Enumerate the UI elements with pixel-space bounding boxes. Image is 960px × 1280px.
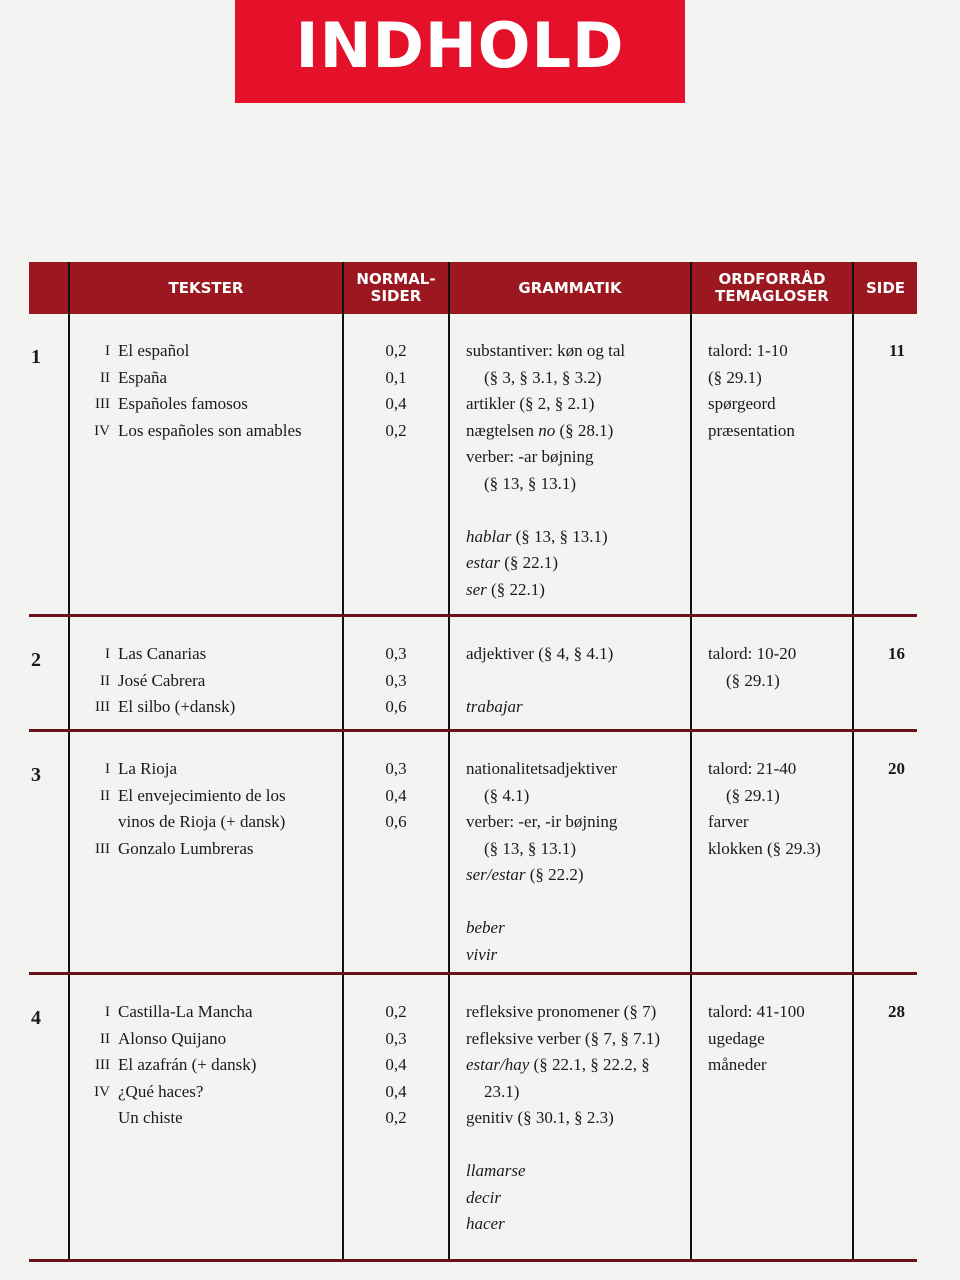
text-item — [70, 694, 235, 721]
grammar-item — [466, 809, 617, 836]
page-number: 20 — [888, 759, 905, 778]
spacer — [466, 668, 613, 695]
text-item — [70, 809, 286, 836]
spacer — [466, 1132, 660, 1159]
grammar-text: adjektiver (§ 4, § 4.1) — [466, 644, 614, 663]
vocab-item: klokken (§ 29.3) — [708, 838, 821, 858]
vocab-column — [708, 641, 796, 694]
text-title: El silbo (+dansk) — [118, 697, 236, 716]
grammar-verb: ser — [466, 579, 487, 599]
grammar-verb: vivir — [466, 944, 498, 964]
grammar-text: 23.1) — [484, 1081, 520, 1101]
grammar-text: (§ 22.1) — [486, 579, 545, 599]
column-divider — [852, 617, 854, 729]
text-title: España — [118, 367, 168, 387]
texts-column — [70, 999, 256, 1132]
text-item — [70, 1052, 256, 1079]
text-title: El azafrán (+ dansk) — [118, 1055, 257, 1074]
grammar-item — [466, 1105, 660, 1132]
grammar-item — [466, 577, 625, 604]
normal-pages-value: 0,2 — [385, 341, 407, 360]
vocab-item: talord: 21-40 — [708, 759, 797, 778]
grammar-verb: ser/estar — [466, 865, 526, 884]
grammar-text: artikler (§ 2, § 2.1) — [466, 394, 595, 413]
section-number: 4 — [31, 1007, 41, 1029]
vocab-item: (§ 29.1) — [726, 785, 780, 805]
section-4 — [29, 975, 917, 1262]
column-divider — [690, 314, 692, 614]
vocab-item: talord: 1-10 — [708, 341, 788, 360]
texts-column — [70, 641, 235, 721]
page-number: 11 — [888, 341, 905, 360]
roman-numeral: IV — [94, 422, 110, 439]
text-item — [70, 836, 286, 863]
grammar-item — [466, 836, 617, 863]
vocab-item: spørgeord — [708, 394, 776, 413]
grammar-item — [466, 1158, 660, 1185]
grammar-verb: llamarse — [466, 1161, 526, 1180]
page-number: 16 — [888, 644, 905, 663]
normal-pages-value: 0,6 — [385, 697, 407, 716]
grammar-item — [466, 694, 613, 721]
column-divider — [852, 732, 854, 972]
grammar-text: refleksive pronomener (§ 7) — [466, 1002, 657, 1021]
grammar-text: (§ 13, § 13.1) — [484, 838, 577, 858]
spacer — [466, 889, 617, 916]
vocab-column — [708, 999, 805, 1079]
roman-numeral: I — [105, 1004, 110, 1020]
text-item — [70, 391, 302, 418]
text-item — [70, 756, 286, 783]
normal-pages-column — [344, 999, 448, 1132]
column-divider — [690, 617, 692, 729]
grammar-text: substantiver: køn og tal — [466, 341, 626, 360]
grammar-text: (§ 22.1) — [500, 553, 559, 572]
grammar-item — [466, 391, 625, 418]
header-texts: TEKSTER — [168, 278, 244, 297]
normal-pages-column — [344, 756, 448, 836]
roman-numeral: III — [95, 699, 110, 715]
grammar-text: (§ 28.1) — [555, 420, 614, 440]
section-3 — [29, 732, 917, 975]
text-title: Gonzalo Lumbreras — [118, 838, 254, 858]
roman-numeral — [70, 809, 118, 836]
column-divider — [690, 732, 692, 972]
grammar-verb: hacer — [466, 1214, 505, 1233]
header-page: SIDE — [865, 278, 906, 297]
normal-pages-value: 0,6 — [385, 812, 407, 831]
grammar-verb: estar/hay — [466, 1055, 530, 1074]
roman-numeral: I — [105, 646, 110, 662]
roman-numeral: III — [95, 1057, 110, 1073]
grammar-column — [466, 641, 613, 721]
roman-numeral: IV — [94, 1083, 110, 1100]
roman-numeral: III — [95, 840, 110, 857]
grammar-item — [466, 1079, 660, 1106]
vocab-item: måneder — [708, 1055, 767, 1074]
grammar-text: (§ 4.1) — [484, 785, 530, 805]
text-title: ¿Qué haces? — [118, 1081, 204, 1101]
text-item — [70, 1105, 256, 1132]
grammar-verb: beber — [466, 918, 505, 937]
grammar-item — [466, 783, 617, 810]
normal-pages-value: 0,3 — [385, 1028, 407, 1048]
grammar-text: (§ 22.1, § 22.2, § — [529, 1055, 650, 1074]
grammar-column — [466, 756, 617, 968]
roman-numeral — [70, 1105, 118, 1132]
vocab-column — [708, 756, 821, 862]
grammar-text: (§ 13, § 13.1) — [484, 473, 577, 493]
section-number: 2 — [31, 649, 41, 671]
normal-pages-value: 0,2 — [385, 1002, 407, 1021]
grammar-text: (§ 22.2) — [525, 865, 584, 884]
column-divider — [690, 975, 692, 1259]
column-divider — [448, 617, 450, 729]
grammar-item — [466, 1052, 660, 1079]
section-number: 1 — [31, 346, 41, 368]
grammar-item — [466, 1026, 660, 1053]
text-title: Castilla-La Mancha — [118, 1002, 253, 1021]
text-title: El envejecimiento de los — [118, 785, 286, 805]
grammar-verb: estar — [466, 553, 500, 572]
text-title: La Rioja — [118, 759, 178, 778]
normal-pages-value: 0,1 — [385, 367, 407, 387]
grammar-verb: decir — [466, 1187, 501, 1207]
grammar-text: verber: -er, -ir bøjning — [466, 812, 618, 831]
grammar-item — [466, 338, 625, 365]
title-banner — [235, 0, 685, 103]
normal-pages-value: 0,2 — [385, 1108, 407, 1127]
grammar-verb: trabajar — [466, 697, 523, 716]
text-item — [70, 641, 235, 668]
normal-pages-value: 0,4 — [385, 1081, 407, 1101]
section-1 — [29, 314, 917, 617]
roman-numeral: II — [100, 1030, 110, 1047]
grammar-text: (§ 13, § 13.1) — [511, 526, 608, 546]
normal-pages-column — [344, 641, 448, 721]
vocab-column — [708, 338, 795, 444]
texts-column — [70, 756, 286, 862]
column-divider — [852, 314, 854, 614]
text-title: Los españoles son amables — [118, 420, 302, 440]
contents-table — [29, 262, 917, 1262]
grammar-item — [466, 1211, 660, 1238]
section-number: 3 — [31, 764, 41, 786]
grammar-text: refleksive verber (§ 7, § 7.1) — [466, 1028, 661, 1048]
grammar-item — [466, 365, 625, 392]
grammar-column — [466, 338, 625, 603]
grammar-text: nægtelsen — [466, 420, 539, 440]
vocab-item: ugedage — [708, 1028, 765, 1048]
grammar-item — [466, 550, 625, 577]
vocab-item: talord: 10-20 — [708, 644, 797, 663]
normal-pages-value: 0,2 — [385, 420, 407, 440]
column-divider — [448, 975, 450, 1259]
column-divider — [448, 732, 450, 972]
text-title: José Cabrera — [118, 670, 206, 690]
text-item — [70, 783, 286, 810]
column-divider — [852, 975, 854, 1259]
normal-pages-value: 0,4 — [385, 785, 407, 805]
grammar-column — [466, 999, 660, 1238]
grammar-item — [466, 942, 617, 969]
page-number: 28 — [888, 1002, 905, 1021]
vocab-item: (§ 29.1) — [708, 367, 762, 387]
normal-pages-value: 0,4 — [385, 394, 407, 413]
table-header — [29, 262, 917, 314]
text-item — [70, 418, 302, 445]
header-vocab: ORDFORRÅD TEMAGLOSER — [715, 270, 829, 305]
spacer — [466, 497, 625, 524]
grammar-text: verber: -ar bøjning — [466, 447, 594, 466]
grammar-text: genitiv (§ 30.1, § 2.3) — [466, 1108, 614, 1127]
grammar-item — [466, 418, 625, 445]
vocab-item: præsentation — [708, 420, 795, 440]
vocab-item: farver — [708, 812, 749, 831]
normal-pages-value: 0,4 — [385, 1055, 407, 1074]
normal-pages-value: 0,3 — [385, 644, 407, 663]
normal-pages-value: 0,3 — [385, 759, 407, 778]
text-item — [70, 365, 302, 392]
text-item — [70, 1079, 256, 1106]
grammar-item — [466, 756, 617, 783]
vocab-item: talord: 41-100 — [708, 1002, 805, 1021]
text-item — [70, 338, 302, 365]
grammar-item — [466, 999, 660, 1026]
grammar-item — [466, 862, 617, 889]
grammar-text: nationalitetsadjektiver — [466, 759, 618, 778]
vocab-item: (§ 29.1) — [726, 670, 780, 690]
roman-numeral: I — [105, 761, 110, 777]
roman-numeral: II — [100, 672, 110, 689]
normal-pages-value: 0,3 — [385, 670, 407, 690]
roman-numeral: III — [95, 396, 110, 412]
grammar-item — [466, 1185, 660, 1212]
text-title: Un chiste — [118, 1108, 183, 1127]
section-2 — [29, 617, 917, 732]
grammar-item — [466, 524, 625, 551]
page-title: INDHOLD — [295, 9, 625, 82]
grammar-item — [466, 915, 617, 942]
text-title: vinos de Rioja (+ dansk) — [118, 812, 286, 831]
roman-numeral: II — [100, 787, 110, 804]
text-title: Alonso Quijano — [118, 1028, 227, 1048]
text-item — [70, 1026, 256, 1053]
grammar-item — [466, 641, 613, 668]
text-title: Las Canarias — [118, 644, 207, 663]
text-item — [70, 668, 235, 695]
roman-numeral: I — [105, 343, 110, 359]
text-item — [70, 999, 256, 1026]
normal-pages-column — [344, 338, 448, 444]
column-divider — [448, 314, 450, 614]
header-grammar: GRAMMATIK — [518, 278, 622, 297]
grammar-text: (§ 3, § 3.1, § 3.2) — [484, 367, 602, 387]
grammar-verb: no — [538, 420, 556, 440]
header-normal-pages: NORMAL- SIDER — [356, 270, 436, 305]
text-title: El español — [118, 341, 190, 360]
grammar-item — [466, 471, 625, 498]
text-title: Españoles famosos — [118, 394, 248, 413]
roman-numeral: II — [100, 369, 110, 386]
texts-column — [70, 338, 302, 444]
grammar-item — [466, 444, 625, 471]
grammar-verb: hablar — [466, 526, 512, 546]
